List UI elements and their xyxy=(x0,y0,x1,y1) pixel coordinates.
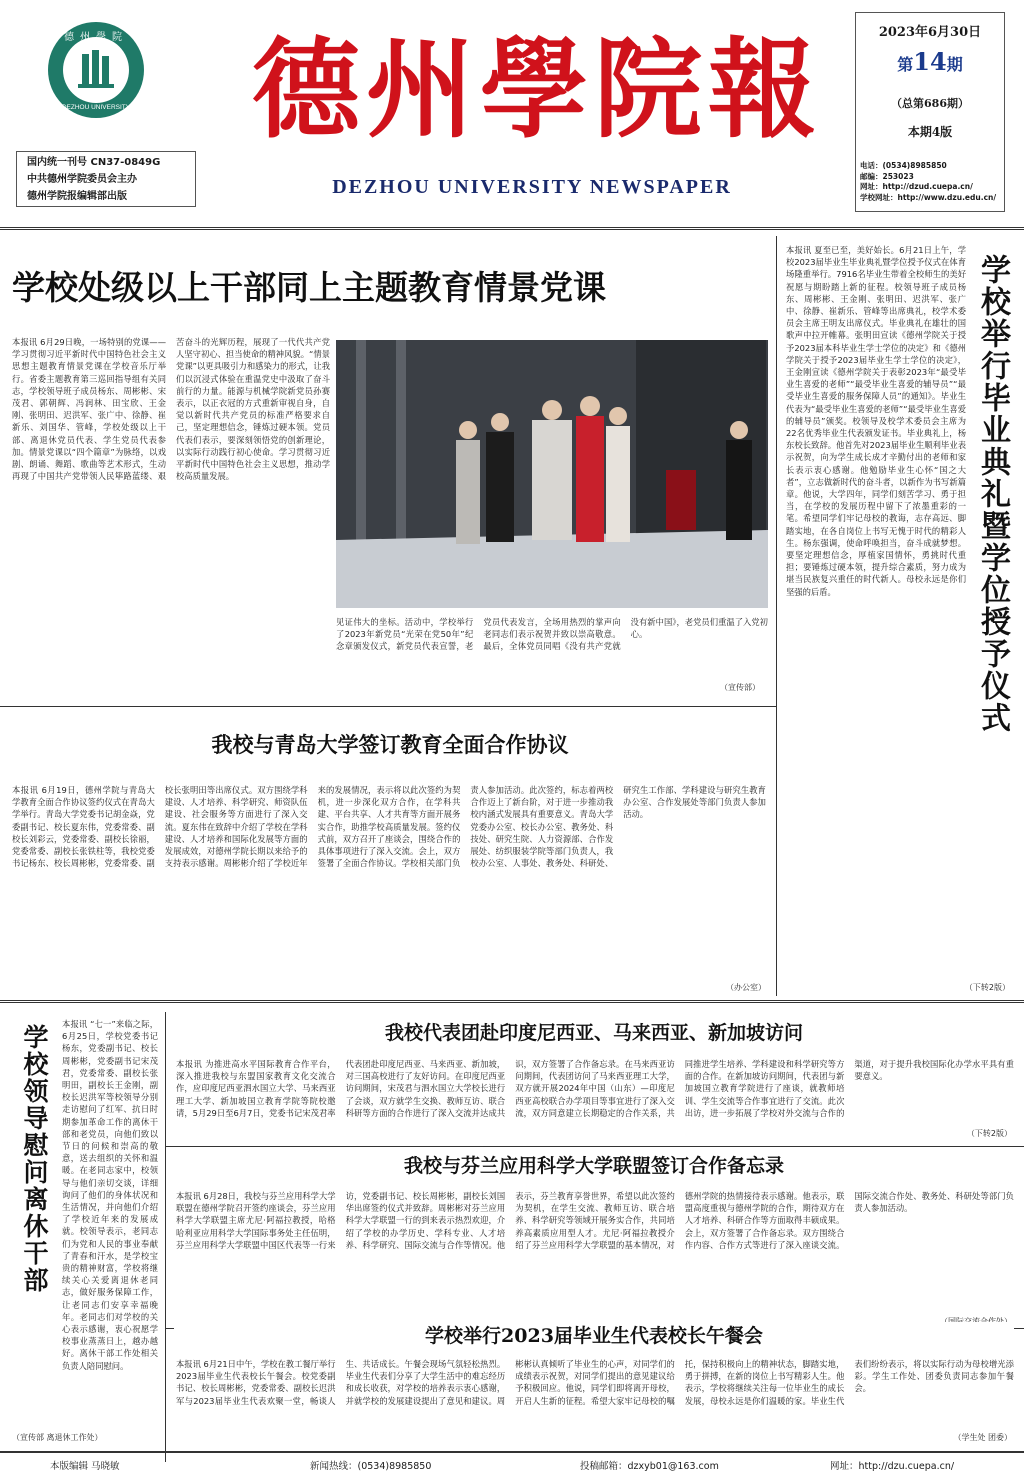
issue-suffix: 期 xyxy=(946,55,963,74)
right-column-rule xyxy=(776,236,777,996)
footer-website: 网址：http://dzu.cuepa.cn/ xyxy=(830,1461,955,1472)
article7-credit: （学生处 团委） xyxy=(953,1433,1012,1442)
total-issue: （总第686期） xyxy=(891,97,969,110)
article6-body: 本报讯 6月28日，我校与芬兰应用科学大学联盟在德州学院召开签约座谈会，芬兰应用科学大学联盟主席尤尼·阿福拉教授，哈格哈利亚应用科学大学国际事务处主任伍明，芬兰应用科学大学联盟中国区代表等一行来访，党委副书记、校长周彬彬，副校长刘国华出席签约仪式并致辞。周彬彬对芬兰应用科学大学联盟一行的到来表示热烈欢迎，介绍了学校的办学历史、学科专业、人才培养、科学研究、国际交流与合作等情况。他表示，芬兰教育享誉世界，希望以此次签约为契机，在学生交流、教师互访、联合培养、科学研究等领域开展务实合作，共同培养高素质应用型人才。尤尼·阿福拉教授介绍了芬兰应用科学大学联盟的基本情况，对德州学院的热情接待表示感谢。他表示，联盟高度重视与德州学院的合作，期待双方在人才培养、科研合作等方面取得丰硕成果。会上，双方签署了合作备忘录。双方围绕合作内容、合作方式等进行了深入座谈交流。国际交流合作处、教务处、科研处等部门负责人参加活动。 xyxy=(176,1191,1014,1250)
article1-photo xyxy=(336,340,768,608)
article7-body: 本报讯 6月21日中午，学校在教工餐厅举行2023届毕业生代表校长午餐会。校党委副书记、校长周彬彬，党委常委、副校长迟洪军与2023届毕业生代表欢聚一堂，畅谈人生、共话成长。午餐会现场气氛轻松热烈。毕业生代表们分享了大学生活中的难忘经历和成长收获，对学校的培养表示衷心感谢，并就学校的发展建设提出了意见和建议。周彬彬认真倾听了毕业生的心声，对同学们的成绩表示祝贺，对同学们提出的意见建议给予积极回应。他说，同学们即将离开母校，开启人生新的征程。希望大家牢记母校的嘱托，保持积极向上的精神状态，脚踏实地，勇于拼搏，在新的岗位上书写精彩人生。他表示，学校将继续关注每一位毕业生的成长发展，母校永远是你们温暖的家。毕业生代表们纷纷表示，将以实际行动为母校增光添彩。学生工作处、团委负责同志参加午餐会。 xyxy=(176,1359,1014,1406)
contact-phone: 电话：(0534)8985850 xyxy=(860,161,947,170)
article2-headline: 学校举行毕业典礼暨学位授予仪式 xyxy=(975,254,1010,734)
issue-date: 2023年6月30日 xyxy=(878,25,982,40)
footer-hotline: 新闻热线：(0534)8985850 xyxy=(310,1461,432,1472)
article1-body-left: 本报讯 6月29日晚，一场特别的党课——学习贯彻习近平新时代中国特色社会主义思想主题教育情景党课在学校音乐厅举行。省委主题教育第三巡回指导组有关同志，学校领导班子成员杨东、周彬彬、宋茂君、郭朝辉、冯润林、田宝欣、王金刚、张明田、迟洪军、张广中、徐静、崔新乐、刘国华、管峰，学校处级以上干部、离退休党员代表、学生党员代表参加。情景党课以“四个篇章”为脉络，以戏剧、朗诵、舞蹈、歌曲等艺术形式，生动再现了中国共产党带领人民筚路蓝缕、艰苦奋斗的光辉历程，展现了一代代共产党人坚守初心、担当使命的精神风貌。“情景党课”以更具吸引力和感染力的形式，让我们以沉浸式体验在重温党史中汲取了奋斗前行的力量。能源与机械学院新党员孙赛表示，以正衣冠的方式重新审视自身，自觉以新时代共产党员的标准严格要求自己，坚定理想信念，锤炼过硬本领。党员代表们表示，要深刻领悟党的创新理论，以实际行动践行初心使命。学习贯彻习近平新时代中国特色社会主义思想，推动学校高质量发展。 xyxy=(12,337,330,482)
article4-credit: （宣传部 离退休工作处） xyxy=(12,1433,103,1442)
contact-info xyxy=(860,161,1002,203)
article3-credit: （办公室） xyxy=(726,983,766,992)
mid-page-rule xyxy=(0,1000,1024,1003)
left-column-rule xyxy=(165,1012,166,1462)
newspaper-english-title: DEZHOU UNIVERSITY NEWSPAPER xyxy=(332,176,732,198)
publisher-line: 中共德州学院委员会主办 xyxy=(27,174,137,185)
contact-website: 网址：http://dzud.cuepa.cn/ xyxy=(860,182,973,191)
article7-headline: 学校举行2023届毕业生代表校长午餐会 xyxy=(174,1322,1014,1350)
article1-headline: 学校处级以上干部同上主题教育情景党课 xyxy=(12,268,606,307)
article5-bottom-rule xyxy=(165,1146,1024,1147)
newspaper-title: 德州學院報 xyxy=(252,27,823,153)
publication-info-box xyxy=(16,151,196,207)
footer-rule xyxy=(0,1451,1024,1453)
edition-count: 本期4版 xyxy=(907,125,953,139)
article5-credit: （下转2版） xyxy=(966,1129,1012,1138)
article3-body: 本报讯 6月19日，德州学院与青岛大学教育全面合作协议签约仪式在青岛大学举行。青岛大学党委书记胡金焱，党委副书记、校长夏东伟，党委常委、副校长刘彩云，党委常委、副校长徐丽，党委常委、副校长张铁柱等，我校党委书记杨东、校长周彬彬，党委常委、副校长张明田等出席仪式。双方围绕学科建设、人才培养、科学研究、师资队伍建设、社会服务等方面进行了深入交流。夏东伟在致辞中介绍了学校在学科建设、人才培养和国际化发展等方面的发展成效，对德州学院长期以来给予的支持表示感谢。周彬彬介绍了学校近年来的发展情况，表示将以此次签约为契机，进一步深化双方合作，在学科共建、平台共享、人才共育等方面开展务实合作，助推学校高质量发展。签约仪式前，双方召开了座谈会，围绕合作的具体事项进行了深入交流。会上，双方签署了全面合作协议。学校相关部门负责人参加活动。此次签约，标志着两校合作迈上了新台阶，对于进一步推动我校内涵式发展具有重要意义。青岛大学党委办公室、校长办公室、教务处、科技处、研究生院、人力资源部、合作发展处、纺织服装学院等部门负责人，我校办公室、人事处、教务处、科研处、研究生工作部、学科建设与研究生教育办公室、合作发展处等部门负责人参加活动。 xyxy=(12,785,766,869)
issue-info-box xyxy=(855,12,1005,212)
masthead-rule xyxy=(0,227,1024,230)
issue-number-value: 14 xyxy=(913,47,947,76)
article2-credit: （下转2版） xyxy=(964,983,1010,992)
article6-headline: 我校与芬兰应用科学大学联盟签订合作备忘录 xyxy=(403,1155,784,1177)
contact-postcode: 邮编：253023 xyxy=(860,171,914,181)
article2-body: 本报讯 夏至已至，美好始长。6月21日上午，学校2023届毕业生毕业典礼暨学位授予仪式在体育场隆重举行。7916名毕业生带着全校师生的美好祝愿与期盼踏上新的征程。校领导班子成员杨东、周彬彬、王金刚、张明田、迟洪军、张广中、徐静、崔新乐、管峰等出席典礼，校学术委员会主席王明友出席仪式。毕业典礼在雄壮的国歌声中拉开帷幕。张明田宣读《德州学院关于授予2023届本科毕业生学士学位的决定》和《德州学院关于授予2023届毕业生学士学位的决定》，王金刚宣读《德州学院关于表彰2023年“最受毕业生喜爱的老师”“最受毕业生喜爱的辅导员”“最受毕业生喜爱的服务保障人员”的通知》。毕业生代表为“最受毕业生喜爱的老师”“最受毕业生喜爱的辅导员”颁奖。校领导及校学术委员会主席为22名优秀毕业生代表颁发证书。毕业典礼上，杨东校长致辞。他首先对2023届毕业生顺利毕业表示祝贺，向为学生成长成才辛勤付出的老师和家长表示衷心感谢。他勉励毕业生心怀“国之大者”，立志做新时代的奋斗者，以新作为书写新篇章。他说，大学四年，同学们刻苦学习、勇于担当，在学校的发展历程中留下了浓墨重彩的一笔。希望同学们牢记母校的教诲，志存高远、脚踏实地，在各自岗位上书写无愧于时代的精彩人生。杨东强调，使命呼唤担当，奋斗成就梦想。要坚定理想信念，厚植家国情怀，勇挑时代重担；要锤炼过硬本领，提升综合素质，努力成为堪当民族复兴重任的时代新人。母校永远是你们坚强的后盾。 xyxy=(786,245,966,597)
logo-chinese-text: 德州學院 xyxy=(64,32,128,43)
article4-body: 本报讯 “七一”来临之际，6月25日，学校党委书记杨东，党委副书记、校长周彬彬，党委副书记宋茂君，党委常委、副校长张明田，副校长王金刚，副校长迟洪军等校领导分别走访慰问了红军、抗日时期参加革命工作的离休干部和老党员，向他们致以节日的问候和崇高的敬意，送去组织的关怀和温暖。在老同志家中，校领导与他们亲切交谈，详细询问了他们的身体状况和生活情况，并向他们介绍了学校近年来的发展成就。校领导表示，老同志们为党和人民的事业奉献了青春和汗水，是学校宝贵的精神财富，学校将继续关心关爱离退休老同志，做好服务保障工作，让老同志们安享幸福晚年。老同志们对学校的关心表示感谢，衷心祝愿学校事业蒸蒸日上，越办越好。离休干部工作处相关负责人陪同慰问。 xyxy=(62,1019,158,1371)
footer-editor: 本版编辑 马晓敏 xyxy=(50,1461,120,1472)
article3-headline: 我校与青岛大学签订教育全面合作协议 xyxy=(211,732,569,757)
footer xyxy=(0,1456,1024,1474)
stage-performance-image xyxy=(336,340,768,608)
article1-bottom-rule xyxy=(0,706,776,707)
masthead xyxy=(0,0,1024,225)
issue-prefix: 第 xyxy=(897,55,914,74)
article5-body: 本报讯 为推进高水平国际教育合作平台，深入推进我校与东盟国家教育文化交流合作，应印度尼西亚泗水国立大学、马来西亚理工大学、新加坡国立教育学院等院校邀请，5月29日至6月7日，党委书记宋茂君率代表团赴印度尼西亚、马来西亚、新加坡，对三国高校进行了友好访问。在印度尼西亚访问期间，宋茂君与泗水国立大学校长进行了会谈，双方就学生交换、教师互访、联合科研等方面的合作进行了深入交流并达成共识，双方签署了合作备忘录。在马来西亚访问期间，代表团访问了马来西亚理工大学，双方就开展2024年中国（山东）—印度尼西亚高校联合办学项目等事宜进行了深入交流，双方同意建立长期稳定的合作关系，共同推进学生培养、学科建设和科学研究等方面的合作。在新加坡访问期间，代表团与新加坡国立教育学院进行了座谈，就教师培训、学生交流等合作事宜进行了交流。此次出访，进一步拓展了学校对外交流与合作的渠道，对于提升我校国际化办学水平具有重要意义。 xyxy=(176,1059,1014,1118)
article1-credit: （宣传部） xyxy=(720,683,760,692)
issue-number xyxy=(856,47,1004,76)
article4-headline: 学校领导慰问离休干部 xyxy=(20,1024,49,1294)
publication-code: 国内统一刊号 CN37-0849G xyxy=(27,157,161,168)
article1-caption-text: 见证伟大的坐标。活动中，学校举行了2023年新党员“光荣在党50年”纪念章颁发仪式，新党员代表宣誓，老党员代表发言，全场用热烈的掌声向老同志们表示祝贺并致以崇高敬意。最后，全体党员同唱《没有共产党就没有新中国》，老党员们重温了入党初心。 xyxy=(336,617,768,652)
editor-line: 德州学院报编辑部出版 xyxy=(27,191,127,202)
university-logo xyxy=(46,20,146,120)
article4-body-cont xyxy=(12,1306,158,1430)
contact-school-website: 学校网址：http://www.dzu.edu.cn/ xyxy=(860,192,997,202)
footer-email: 投稿邮箱：dzxyb01@163.com xyxy=(580,1461,719,1472)
logo-english-text: DEZHOU UNIVERSITY xyxy=(61,104,131,111)
article5-headline: 我校代表团赴印度尼西亚、马来西亚、新加坡访问 xyxy=(384,1022,803,1044)
